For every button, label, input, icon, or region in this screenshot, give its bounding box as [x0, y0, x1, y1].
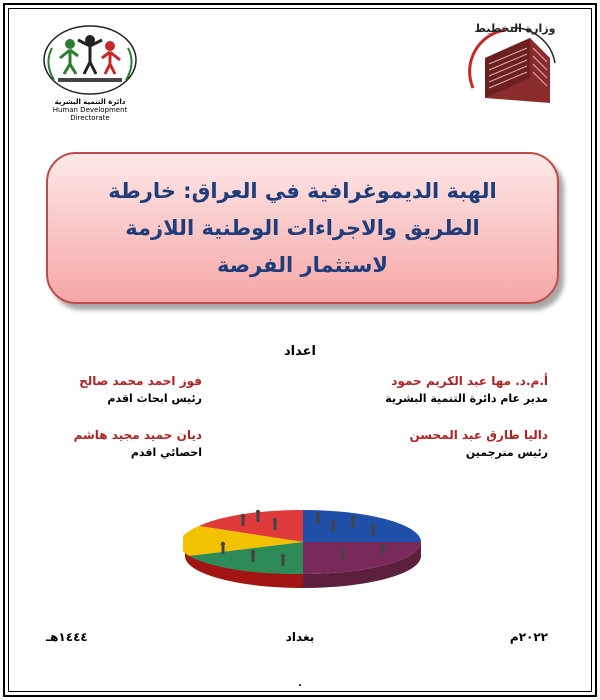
footer-hijri-year: ١٤٤٤هـ — [46, 630, 88, 644]
author-role: مدير عام دائرة التنمية البشرية — [385, 392, 548, 405]
author-1 — [385, 372, 548, 408]
logo-right-arabic: وزارة التخطيط — [474, 22, 556, 35]
population-pie-icon — [183, 500, 423, 590]
title-line-1: الهبة الديموغرافية في العراق: خارطة — [108, 178, 497, 203]
author-name: أ.م.د. مها عبد الكريم حمود — [391, 374, 548, 388]
logo-left-english-2: Directorate — [70, 114, 110, 122]
title-line-3: لاستثمار الفرصة — [216, 252, 389, 277]
page-number: ٠ — [296, 680, 304, 691]
author-role: رئيس مترجمين — [465, 446, 548, 459]
footer-city: بغداد — [285, 630, 315, 644]
ministry-building-icon — [455, 18, 570, 118]
author-3 — [409, 426, 548, 462]
footer-year: ٢٠٢٢م — [509, 630, 548, 644]
logo-left-english-1: Human Development — [52, 106, 128, 114]
title-box — [46, 152, 559, 304]
author-name: فوز احمد محمد صالح — [79, 374, 202, 388]
author-2 — [79, 372, 202, 408]
population-pie-illustration — [183, 500, 423, 590]
author-role: احصائي اقدم — [130, 446, 202, 459]
title-line-2: الطريق والاجراءات الوطنية اللازمة — [125, 215, 480, 240]
prepared-by-label: اعداد — [284, 344, 316, 359]
author-4 — [74, 426, 202, 462]
human-development-people-icon — [30, 18, 150, 98]
author-role: رئيس ابحاث اقدم — [107, 392, 202, 405]
author-name: ديان حميد مجيد هاشم — [73, 428, 202, 442]
human-development-logo — [30, 18, 150, 128]
author-name: داليا طارق عبد المحسن — [409, 428, 548, 442]
logo-left-arabic: دائرة التنمية البشرية — [54, 98, 126, 106]
document-title — [108, 173, 497, 284]
ministry-logo — [455, 18, 570, 118]
